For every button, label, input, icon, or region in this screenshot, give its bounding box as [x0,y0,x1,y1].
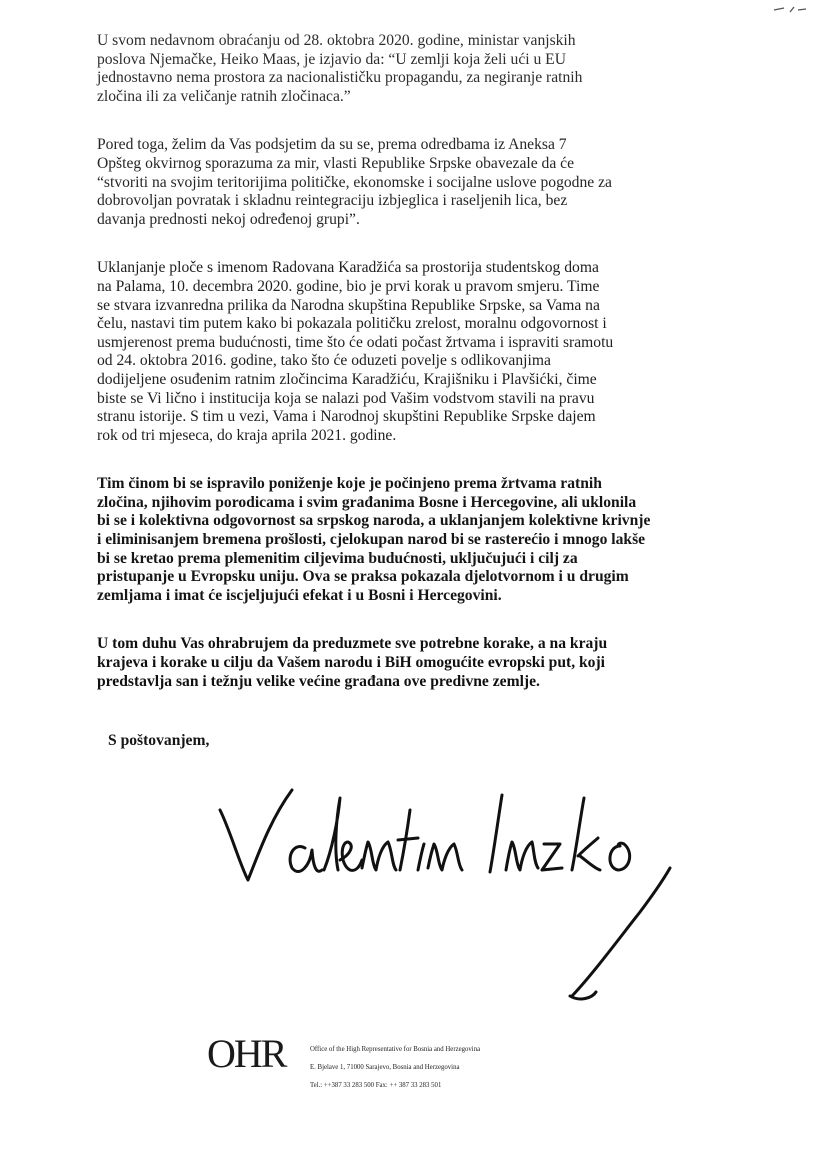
paragraph-1: U svom nedavnom obraćanju od 28. oktobra 2020. godine, ministar vanjskih poslova Njemačke, Heiko Maas, je izjavio da: “U zemlji koja želi ući u EU jednostavno nema prostora za nacionalističku propagandu, za negiranje ratnih zločina ili za veličanje ratnih zločinaca.” [97,32,583,105]
address-line-1: Office of the High Representative for Bosnia and Herzegovina [310,1046,481,1053]
office-address [310,1036,610,1099]
paragraph-2: Pored toga, želim da Vas podsjetim da su se, prema odredbama iz Aneksa 7 Opšteg okvirnog sporazuma za mir, vlasti Republike Srpske obavezale da će “stvoriti na svojim teritorijima političke, ekonomske i socijalne uslove pogodne za dobrovoljan povratak i skladnu reintegraciju izbjeglica i raseljenih lica, bez davanja prednosti nekoj određenoj grupi”. [97,136,612,228]
address-line-3: Tel.: ++387 33 283 500 Fax: ++ 387 33 283 501 [310,1082,442,1089]
ohr-footer [207,1031,607,1089]
address-line-2: E. Bjelave 1, 71000 Sarajevo, Bosnia and Herzegovina [310,1064,460,1071]
handwritten-signature [200,770,680,1010]
ohr-logo: OHR [207,1031,286,1076]
paragraph-5: U tom duhu Vas ohrabrujem da preduzmete sve potrebne korake, a na kraju krajeva i korake u cilju da Vašem narodu i BiH omogućite evropski put, koji predstavlja san i težnju velike većine građana ove predivne zemlje. [97,635,608,690]
paragraph-3: Uklanjanje ploče s imenom Radovana Karadžića sa prostorija studentskog doma na Palama, 10. decembra 2020. godine, bio je prvi korak u pravom smjeru. Time se stvara izvanredna prilika da Narodna skupština Republike Srpske, sa Vama na čelu, nastavi tim putem kako bi pokazala političku zrelost, moralnu odgovornost i usmjerenost prema budućnosti, time što će odati počast žrtvama i ispraviti sramotu od 24. oktobra 2016. godine, tako što će oduzeti povelje s odlikovanjima dodijeljene osuđenim ratnim zločincima Karadžiću, Krajišniku i Plavšićki, čime biste se Vi lično i institucija koja se nalazi pod Vašim vodstvom stavili na pravu stranu istorije. S tim u vezi, Vama i Narodnoj skupštini Republike Srpske dajem rok od tri mjeseca, do kraja aprila 2021. godine. [97,259,614,444]
closing-salutation: S poštovanjem, [108,732,210,749]
paragraph-4: Tim činom bi se ispravilo poniženje koje je počinjeno prema žrtvama ratnih zločina, njihovim porodicama i svim građanima Bosne i Hercegovine, ali uklonila bi se i kolektivna odgovornost sa srpskog naroda, a uklanjanjem kolektivne krivnje i eliminisanjem bremena prošlosti, cjelokupan narod bi se rasterećio i mnogo lakše bi se kretao prema plemenitim ciljevima budućnosti, uključujući i cilj za pristupanje u Evropsku uniju. Ova se praksa pokazala djelotvornom i u drugim zemljama i imat će iscjeljujući efekat i u Bosni i Hercegovini. [97,475,651,604]
scan-mark-icon [770,4,810,18]
letter-body [97,32,677,721]
